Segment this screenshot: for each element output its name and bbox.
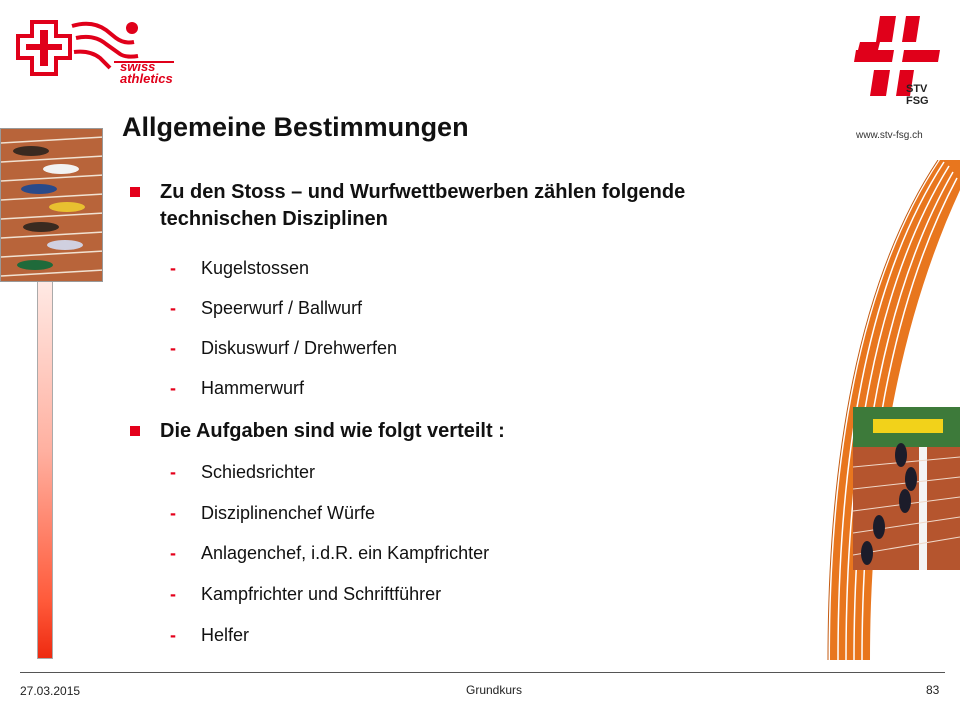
dash-icon: - <box>170 462 176 482</box>
sub-item-text: Disziplinenchef Würfe <box>201 503 376 523</box>
left-gradient-bar <box>37 282 53 659</box>
dash-icon: - <box>170 625 176 645</box>
slide-title: Allgemeine Bestimmungen <box>122 112 469 142</box>
sub-item-text: Kugelstossen <box>201 258 310 278</box>
bullet-square-icon <box>130 426 140 436</box>
dash-icon: - <box>170 298 176 318</box>
bullet-item <box>130 418 790 448</box>
bullet-item <box>130 179 790 239</box>
sub-item-text: Hammerwurf <box>201 378 305 398</box>
stv-text: STV <box>906 83 928 95</box>
sub-item-text: Speerwurf / Ballwurf <box>201 298 363 318</box>
logo-word-swiss: swiss <box>120 59 156 74</box>
dash-icon: - <box>170 378 176 398</box>
sub-item-text: Schiedsrichter <box>201 462 316 482</box>
stv-cross-icon <box>850 12 945 127</box>
dash-icon: - <box>170 338 176 358</box>
sub-item-text: Helfer <box>201 625 250 645</box>
finish-line-photo <box>853 407 960 570</box>
swiss-athletics-logo <box>14 14 184 84</box>
fsg-text: FSG <box>906 95 929 107</box>
footer-date: 27.03.2015 <box>20 684 81 698</box>
footer-title: Grundkurs <box>466 683 523 697</box>
dash-icon: - <box>170 584 176 604</box>
dash-icon: - <box>170 258 176 278</box>
sub-item-text: Kampfrichter und Schriftführer <box>201 584 442 604</box>
page-number: 83 <box>926 683 940 697</box>
stv-fsg-logo <box>850 12 945 152</box>
sprinters-photo <box>0 128 103 282</box>
dash-icon: - <box>170 503 176 523</box>
dash-icon: - <box>170 543 176 563</box>
bullet-text: Zu den Stoss – und Wurfwettbewerben zählen folgende technischen Disziplinen <box>160 181 686 230</box>
stv-url-text: www.stv-fsg.ch <box>856 130 923 141</box>
bullet-text: Die Aufgaben sind wie folgt verteilt : <box>160 420 505 442</box>
sub-item-text: Diskuswurf / Drehwerfen <box>201 338 398 358</box>
sub-item-text: Anlagenchef, i.d.R. ein Kampfrichter <box>201 543 490 563</box>
footer-divider <box>20 672 945 673</box>
bullet-square-icon <box>130 187 140 197</box>
logo-word-athletics: athletics <box>120 71 173 86</box>
